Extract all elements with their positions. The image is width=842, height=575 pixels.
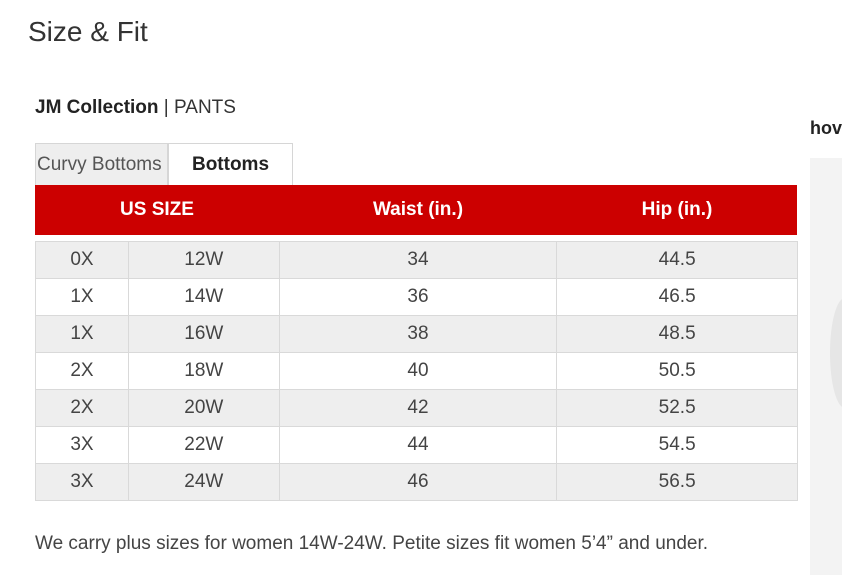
waist-cell: 40 — [279, 353, 557, 390]
size-letter-cell: 3X — [36, 427, 129, 464]
size-w-cell: 20W — [128, 390, 279, 427]
table-row — [36, 390, 798, 427]
size-table-header — [35, 185, 797, 235]
waist-cell: 42 — [279, 390, 557, 427]
waist-cell: 36 — [279, 279, 557, 316]
collection-separator: | — [158, 97, 175, 118]
table-row — [36, 464, 798, 501]
size-letter-cell: 3X — [36, 464, 129, 501]
size-w-cell: 24W — [128, 464, 279, 501]
size-letter-cell: 2X — [36, 390, 129, 427]
hip-cell: 50.5 — [557, 353, 798, 390]
table-row — [36, 353, 798, 390]
side-heading: hov — [810, 118, 842, 138]
size-letter-cell: 1X — [36, 279, 129, 316]
hip-cell: 48.5 — [557, 316, 798, 353]
size-note: We carry plus sizes for women 14W-24W. Petite sizes fit women 5’4” and under. — [35, 533, 709, 554]
waist-cell: 44 — [279, 427, 557, 464]
table-row — [36, 316, 798, 353]
table-row — [36, 427, 798, 464]
waist-cell: 38 — [279, 316, 557, 353]
category-name: PANTS — [174, 97, 236, 118]
header-hip: Hip (in.) — [641, 199, 713, 220]
size-w-cell: 18W — [128, 353, 279, 390]
header-waist: Waist (in.) — [372, 199, 464, 220]
hip-cell: 44.5 — [557, 242, 798, 279]
model-image — [830, 298, 842, 408]
size-w-cell: 16W — [128, 316, 279, 353]
size-w-cell: 22W — [128, 427, 279, 464]
hip-cell: 46.5 — [557, 279, 798, 316]
brand-name: JM Collection — [35, 97, 159, 118]
hip-cell: 56.5 — [557, 464, 798, 501]
header-us-size: US SIZE — [120, 199, 194, 220]
page-title: Size & Fit — [28, 16, 148, 47]
hip-cell: 52.5 — [557, 390, 798, 427]
table-row — [36, 279, 798, 316]
size-letter-cell: 2X — [36, 353, 129, 390]
size-table — [35, 241, 798, 501]
waist-cell: 34 — [279, 242, 557, 279]
waist-cell: 46 — [279, 464, 557, 501]
size-letter-cell: 1X — [36, 316, 129, 353]
size-letter-cell: 0X — [36, 242, 129, 279]
tab-bottoms[interactable]: Bottoms — [168, 143, 293, 185]
size-w-cell: 12W — [128, 242, 279, 279]
collection-label — [35, 97, 236, 119]
size-tabs — [35, 143, 293, 185]
side-image-panel — [810, 158, 842, 575]
table-row — [36, 242, 798, 279]
tab-curvy-bottoms[interactable]: Curvy Bottoms — [35, 143, 168, 185]
hip-cell: 54.5 — [557, 427, 798, 464]
size-w-cell: 14W — [128, 279, 279, 316]
